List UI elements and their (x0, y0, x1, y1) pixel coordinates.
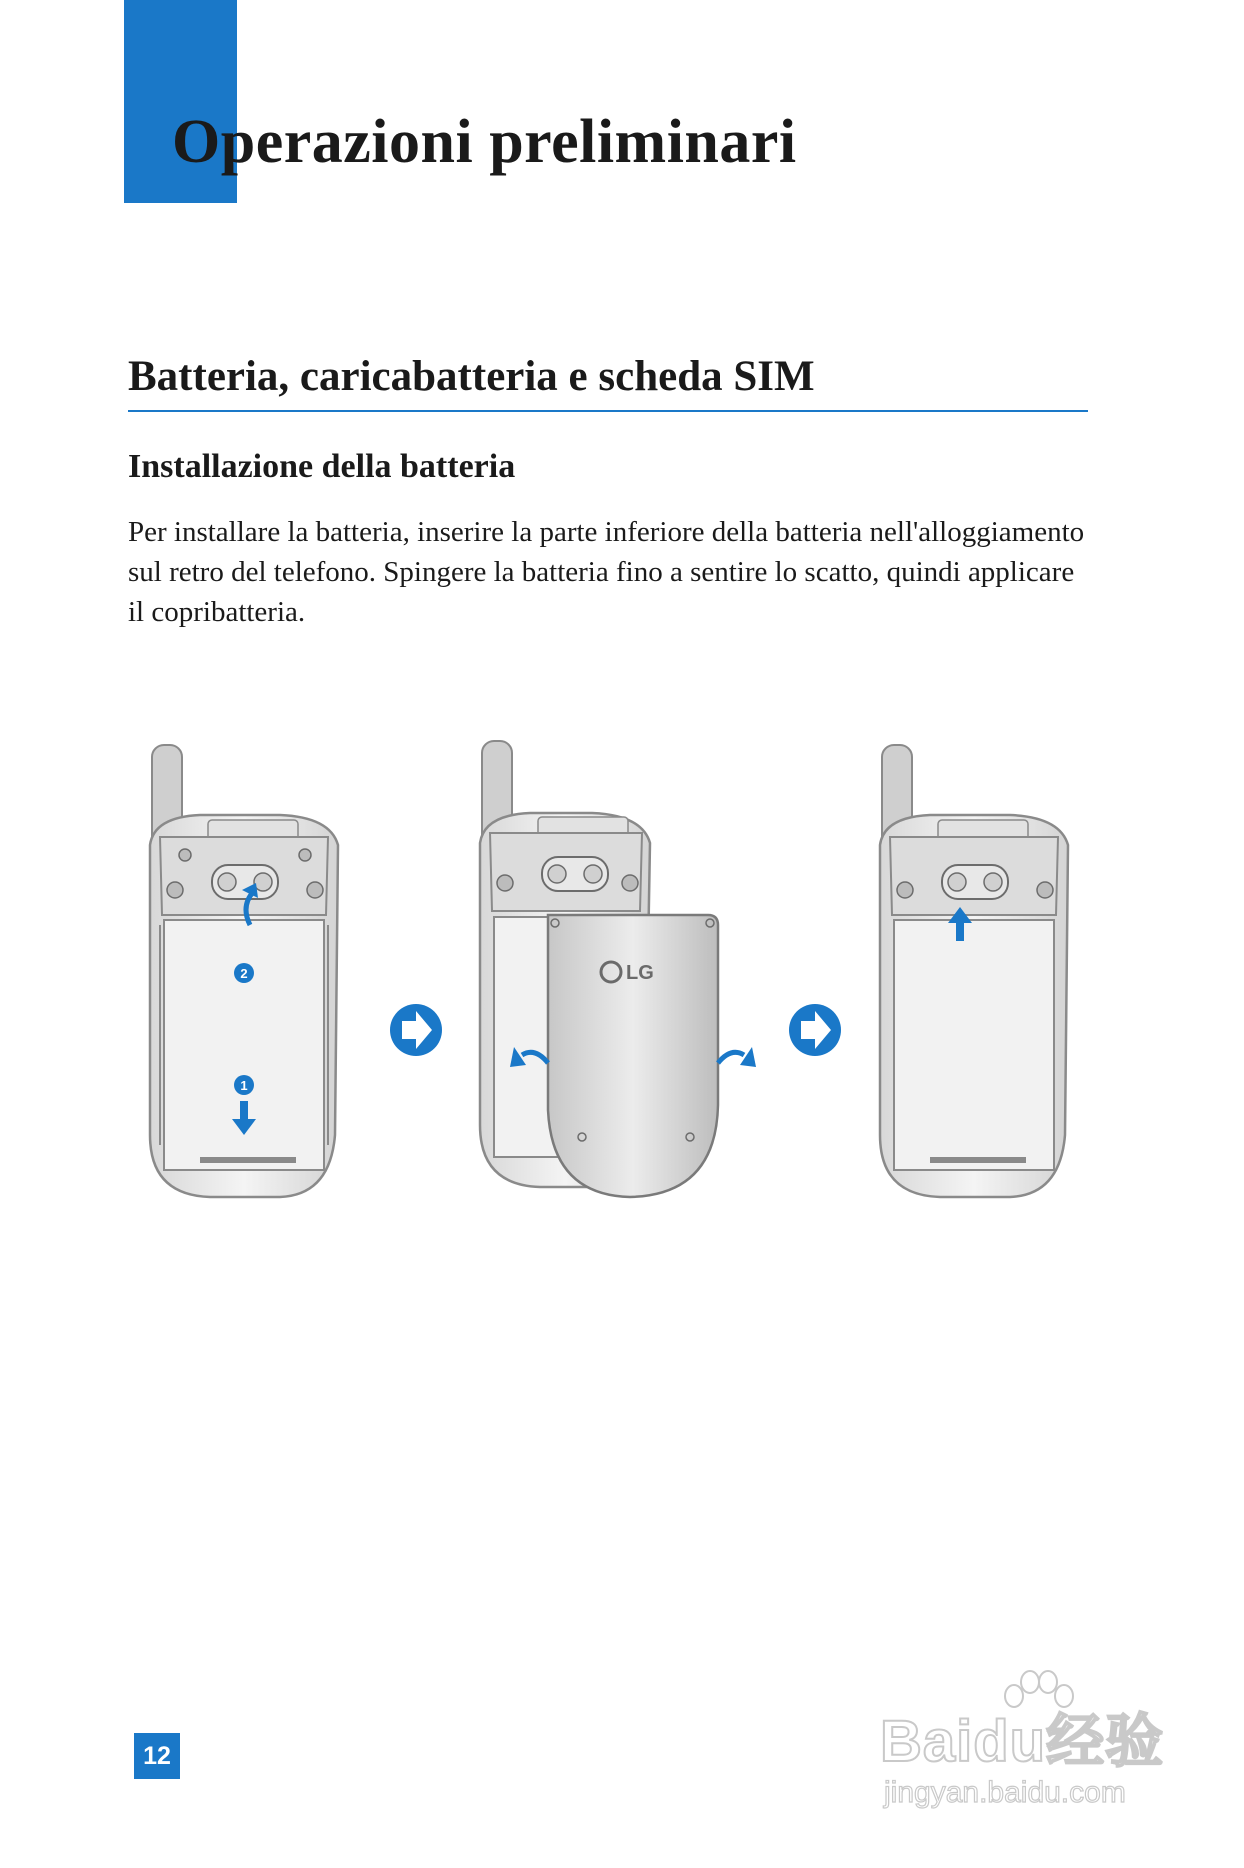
page-number: 12 (134, 1733, 180, 1779)
subsection-title: Installazione della batteria (128, 448, 516, 485)
phone-back-icon (880, 745, 1068, 1197)
section-title: Batteria, caricabatteria e scheda SIM (128, 353, 815, 400)
watermark-brand: Baidu经验 (880, 1709, 1165, 1774)
section-divider (128, 410, 1088, 412)
instruction-paragraph: Per installare la batteria, inserire la parte inferiore della batteria nell'alloggiamento sul retro del telefono. Spingere la batteria fino a sentire lo scatto, quindi applicare il copribatteria. (128, 516, 1085, 628)
svg-text:2: 2 (240, 966, 248, 981)
svg-text:1: 1 (240, 1078, 248, 1093)
step-marker-1 (234, 1075, 254, 1095)
battery-installation-illustration (130, 725, 1110, 1205)
chapter-title: Operazioni preliminari (172, 108, 797, 176)
cover-logo: LG (626, 962, 654, 984)
next-step-arrow-icon (789, 1004, 841, 1056)
step-marker-2 (234, 963, 254, 983)
curved-arrow-icon (718, 1047, 756, 1067)
next-step-arrow-icon (390, 1004, 442, 1056)
watermark-url: jingyan.baidu.com (884, 1776, 1126, 1809)
baidu-watermark (870, 1670, 1190, 1830)
battery-cover-icon (548, 915, 718, 1197)
